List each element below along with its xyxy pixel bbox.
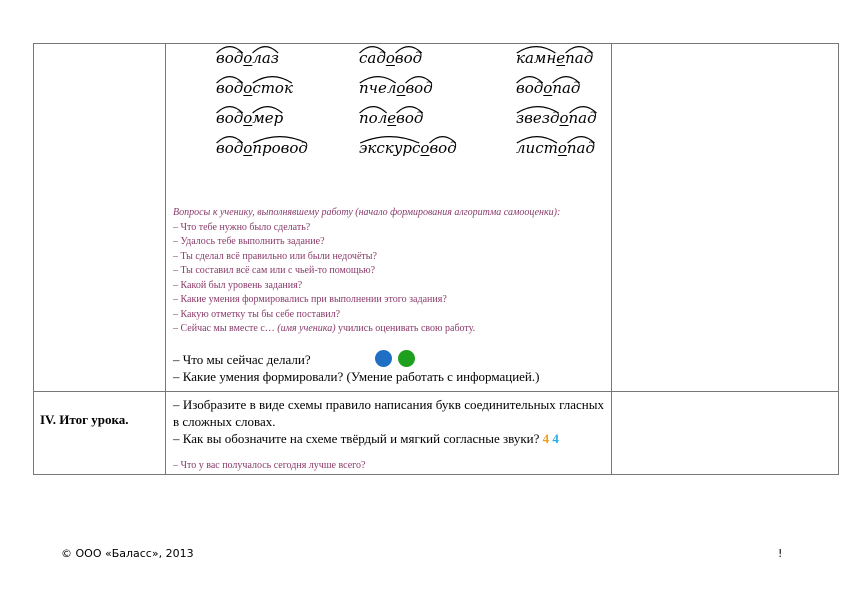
root-arc-icon <box>216 135 243 143</box>
root-arc-icon <box>429 135 456 143</box>
connecting-vowel: о <box>420 139 430 157</box>
question-item: – Какой был уровень задания? <box>173 279 303 291</box>
notes-cell <box>612 44 839 392</box>
root-arc-icon <box>359 45 386 53</box>
rating-number: 4 <box>552 430 559 446</box>
stage-title: IV. Итог урока. <box>40 411 129 427</box>
question-item-last <box>173 322 604 337</box>
word-root: пад <box>567 139 595 157</box>
compound-word <box>516 49 593 67</box>
lesson-table <box>33 43 839 475</box>
word-root: лаз <box>252 49 279 67</box>
word-root: вод <box>216 139 243 157</box>
compound-word <box>359 139 457 157</box>
word-root: пад <box>565 49 593 67</box>
word-root: звезд <box>516 109 559 127</box>
word-root: мер <box>252 109 283 127</box>
summary-block <box>166 337 611 391</box>
root-arc-icon <box>216 105 243 113</box>
connecting-vowel: о <box>243 79 253 97</box>
root-arc-icon <box>565 45 593 53</box>
connecting-vowel: о <box>543 79 553 97</box>
green-circle-icon <box>398 350 415 367</box>
root-arc-icon <box>359 135 420 143</box>
word-root: провод <box>252 139 308 157</box>
word-root: камн <box>516 49 556 67</box>
question-item: – Ты составил всё сам или с чьей-то помощью? <box>173 265 376 276</box>
compound-word <box>359 109 423 127</box>
root-arc-icon <box>516 105 559 113</box>
compound-word <box>516 109 597 127</box>
question-item: – Какую отметку ты бы себе поставил? <box>173 308 341 320</box>
compound-word <box>216 49 279 67</box>
root-arc-icon <box>395 45 422 53</box>
connecting-vowel: е <box>556 49 566 67</box>
compound-word <box>516 79 580 97</box>
connecting-vowel: о <box>557 139 567 157</box>
word-root: вод <box>216 49 243 67</box>
connecting-vowel: о <box>243 109 253 127</box>
task-text: – Как вы обозначите на схеме твёрдый и мягкий согласные звуки? <box>173 430 540 446</box>
notes-cell <box>612 391 839 474</box>
question-text: учились оценивать свою работу. <box>335 323 476 334</box>
root-arc-icon <box>252 135 308 143</box>
compound-word <box>359 79 433 97</box>
summary-line: – Что мы сейчас делали? <box>173 351 311 367</box>
connecting-vowel: о <box>243 49 253 67</box>
root-arc-icon <box>216 75 243 83</box>
root-arc-icon <box>567 135 595 143</box>
questions-intro: Вопросы к ученику, выполнявшему работу (начало формирования алгоритма самооценки): <box>173 207 561 218</box>
compound-word <box>216 109 283 127</box>
self-assessment-questions <box>166 196 611 337</box>
content-cell <box>166 44 612 392</box>
question-item: – Какие умения формировались при выполнении этого задания? <box>173 294 447 305</box>
connecting-vowel: о <box>559 109 569 127</box>
word-root: пад <box>569 109 597 127</box>
root-arc-icon <box>252 45 279 53</box>
stage-cell <box>34 391 166 474</box>
question-item: – Что тебе нужно было сделать? <box>173 221 311 233</box>
root-arc-icon <box>359 75 396 83</box>
root-arc-icon <box>569 105 597 113</box>
root-arc-icon <box>516 135 558 143</box>
rating-number: 4 <box>542 430 550 446</box>
word-root: экскурс <box>359 139 420 157</box>
root-arc-icon <box>405 75 432 83</box>
connecting-vowel: о <box>243 139 253 157</box>
word-root: вод <box>216 79 243 97</box>
root-arc-icon <box>516 75 543 83</box>
table-row <box>34 391 839 474</box>
question-placeholder: (имя ученика) <box>277 323 336 334</box>
word-root: пад <box>552 79 580 97</box>
footer-copyright: © ООО «Баласс», 2013 <box>61 547 194 560</box>
connecting-vowel: о <box>385 49 395 67</box>
word-root: вод <box>396 109 423 127</box>
word-root: сток <box>252 79 293 97</box>
word-root: вод <box>516 79 543 97</box>
root-arc-icon <box>359 105 387 113</box>
blue-circle-icon <box>375 350 392 367</box>
footer-page-marker: ! <box>778 547 783 560</box>
table-row <box>34 44 839 392</box>
compound-words <box>216 44 611 174</box>
stage-tasks <box>166 392 611 474</box>
word-root: сад <box>359 49 386 67</box>
connecting-vowel: е <box>387 109 397 127</box>
closing-question: – Что у вас получалось сегодня лучше всего? <box>173 459 366 471</box>
root-arc-icon <box>252 105 283 113</box>
root-arc-icon <box>216 45 243 53</box>
word-root: вод <box>395 49 422 67</box>
assessment-dots <box>375 349 421 368</box>
question-item: – Удалось тебе выполнить задание? <box>173 236 325 247</box>
question-item: – Ты сделал всё правильно или были недочёты? <box>173 250 377 262</box>
task-line <box>173 430 604 447</box>
root-arc-icon <box>396 105 423 113</box>
root-arc-icon <box>516 45 556 53</box>
word-root: пчел <box>359 79 396 97</box>
question-text: – Сейчас мы вместе с… <box>173 323 278 334</box>
root-arc-icon <box>552 75 580 83</box>
compound-word <box>516 139 595 157</box>
compound-word <box>216 79 293 97</box>
compound-word <box>216 139 308 157</box>
word-root: лист <box>516 139 558 157</box>
root-arc-icon <box>252 75 293 83</box>
summary-line: – Какие умения формировали? (Умение работать с информацией.) <box>173 368 540 384</box>
compound-word <box>359 49 422 67</box>
word-root: вод <box>405 79 432 97</box>
connecting-vowel: о <box>396 79 406 97</box>
stage-cell <box>34 44 166 392</box>
word-root: вод <box>216 109 243 127</box>
task-line: – Изобразите в виде схемы правило написания букв соединительных гласных в сложных словах. <box>173 396 604 429</box>
word-root: вод <box>429 139 456 157</box>
word-root: пол <box>359 109 387 127</box>
content-cell <box>166 391 612 474</box>
